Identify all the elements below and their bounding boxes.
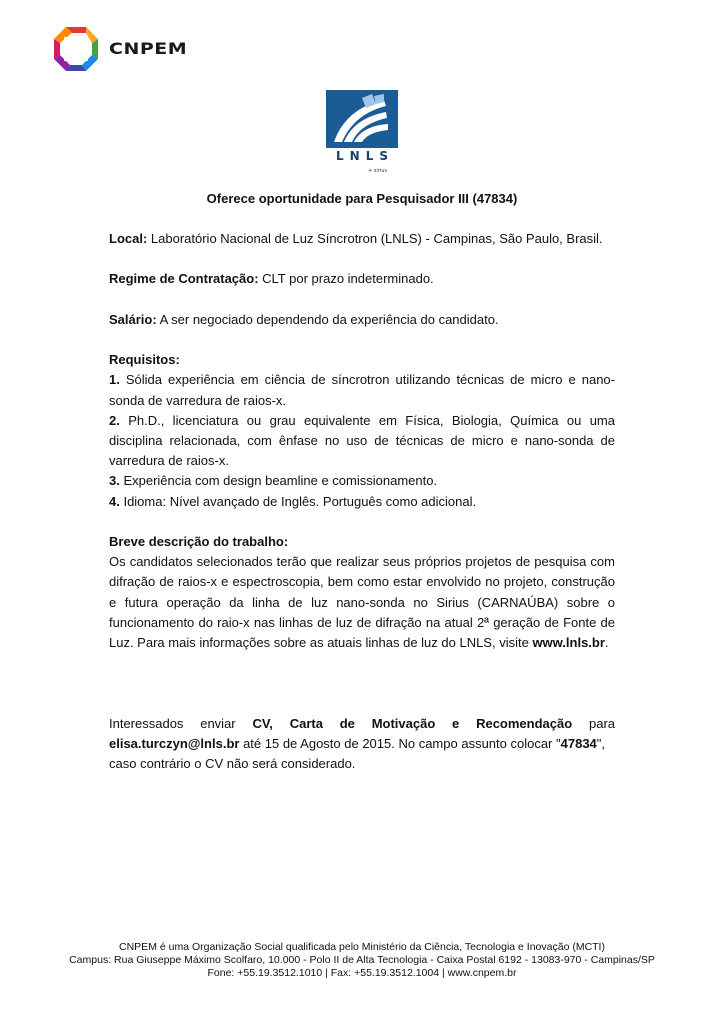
requisitos-heading: Requisitos:	[109, 352, 180, 368]
descricao-heading: Breve descrição do trabalho:	[109, 533, 289, 549]
local-line	[109, 229, 615, 249]
cnpem-brand-text: CNPEM	[109, 39, 188, 59]
cnpem-logo	[52, 24, 187, 74]
cnpem-mark-icon	[52, 25, 100, 73]
page-footer	[0, 941, 724, 980]
salario-label: Salário:	[109, 311, 157, 327]
regime-label: Regime de Contratação:	[109, 271, 259, 287]
contato-line-1: Interessados enviar CV, Carta de Motivação e Recomendação para	[109, 715, 615, 731]
regime-line	[109, 269, 615, 289]
descricao-text: Os candidatos selecionados terão que realizar seus próprios projetos de pesquisa com difração de raios-x e espectroscopia, bem como estar envolvido no projeto, construção e futura operação da linha de luz nano-sonda no Sirius (CARNAÚBA) sobre o funcionamento do raio-x nas linhas de luz de difração na atual 2ª geração de Fonte de Luz. Para mais informações sobre as atuais linhas de luz do LNLS, visite www.lnls.br.	[109, 554, 615, 650]
contato-line-2: elisa.turczyn@lnls.br até 15 de Agosto de 2015. No campo assunto colocar "47834",	[109, 735, 606, 751]
requisito-item-4: 4. Idioma: Nível avançado de Inglês. Português como adicional.	[109, 493, 477, 509]
regime-value: CLT por prazo indeterminado.	[258, 271, 434, 287]
requisito-item-3: 3. Experiência com design beamline e comissionamento.	[109, 473, 438, 489]
lnls-logo	[326, 90, 398, 178]
lnls-website-link[interactable]: www.lnls.br	[532, 635, 605, 650]
lnls-logo-subtext: + sirius	[368, 168, 387, 174]
requisito-item-2: 2. Ph.D., licenciatura ou grau equivalente em Física, Biologia, Química ou uma disciplina relacionada, com ênfase no uso de técnicas de micro e nano-sonda de varredura de raios-x.	[109, 412, 615, 469]
document-title: Oferece oportunidade para Pesquisador III (47834)	[206, 191, 518, 206]
document-body	[109, 229, 615, 774]
contact-email-link[interactable]: elisa.turczyn@lnls.br	[109, 735, 240, 751]
lnls-emblem-icon	[326, 90, 398, 148]
footer-line-3: Fone: +55.19.3512.1010 | Fax: +55.19.3512.1004 | www.cnpem.br	[207, 967, 517, 979]
requisito-item-1: 1. Sólida experiência em ciência de síncrotron utilizando técnicas de micro e nano-sonda de varredura de raios-x.	[109, 372, 615, 408]
salario-line	[109, 310, 615, 330]
footer-line-1: CNPEM é uma Organização Social qualificada pelo Ministério da Ciência, Tecnologia e Inovação (MCTI)	[119, 941, 605, 953]
job-code: 47834	[560, 735, 597, 751]
contato-line-3: caso contrário o CV não será considerado.	[109, 756, 356, 772]
local-label: Local:	[109, 231, 148, 246]
local-value: Laboratório Nacional de Luz Síncrotron (LNLS) - Campinas, São Paulo, Brasil.	[147, 231, 603, 246]
salario-value: A ser negociado dependendo da experiência do candidato.	[156, 311, 499, 327]
footer-line-2: Campus: Rua Giuseppe Máximo Scolfaro, 10.000 - Polo II de Alta Tecnologia - Caixa Postal 6192 - 13083-970 - Campinas/SP	[69, 954, 655, 966]
lnls-logo-text: LNLS	[336, 149, 394, 163]
